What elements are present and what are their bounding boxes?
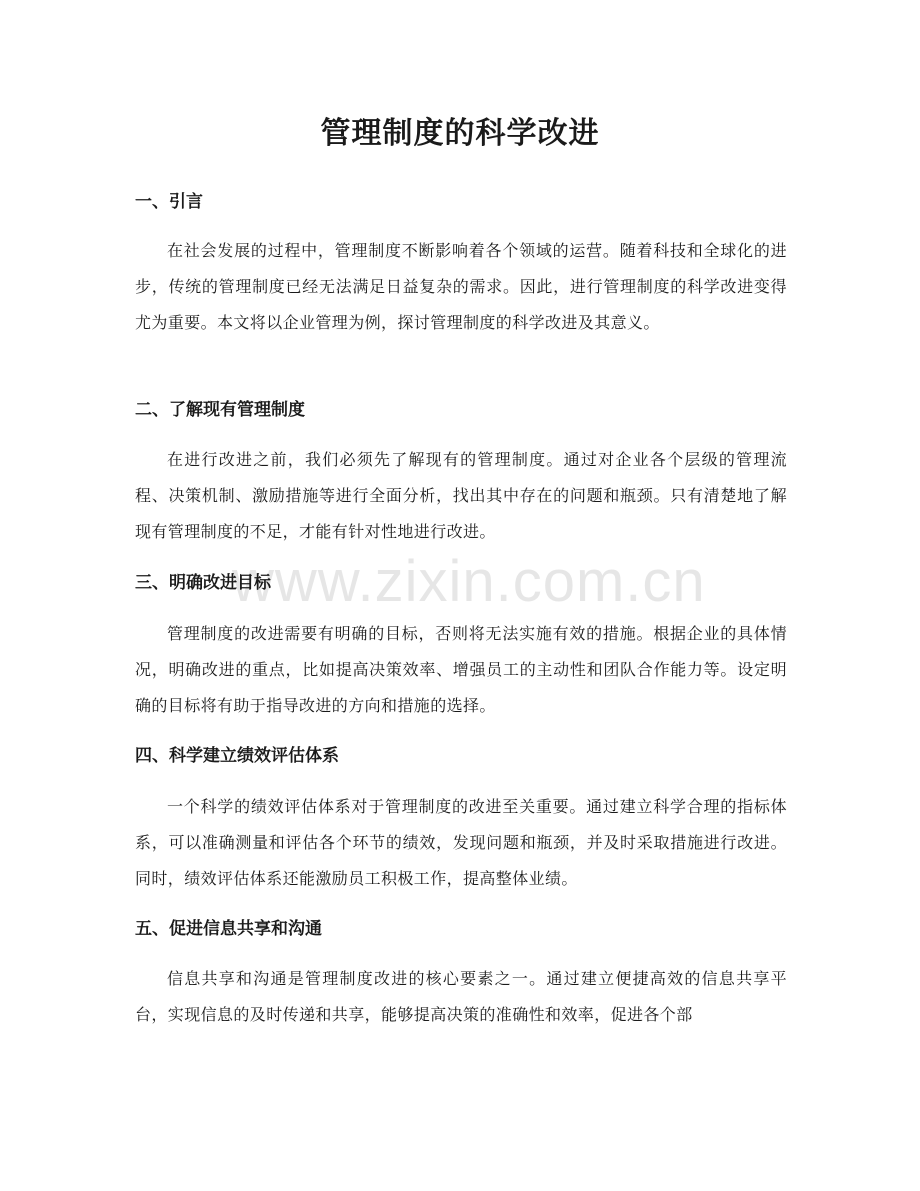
section-paragraph-performance: 一个科学的绩效评估体系对于管理制度的改进至关重要。通过建立科学合理的指标体系，可以准确测量和评估各个环节的绩效，发现问题和瓶颈，并及时采取措施进行改进。同时，绩效评估体系还能激励员工积极工作，提高整体业绩。 (135, 797, 787, 888)
section-paragraph-understand: 在进行改进之前，我们必须先了解现有的管理制度。通过对企业各个层级的管理流程、决策机制、激励措施等进行全面分析，找出其中存在的问题和瓶颈。只有清楚地了解现有管理制度的不足，才能有针对性地进行改进。 (135, 450, 787, 541)
section-heading-goals: 三、明确改进目标 (135, 573, 271, 593)
section-heading-performance: 四、科学建立绩效评估体系 (135, 746, 339, 766)
page-title: 管理制度的科学改进 (320, 116, 600, 151)
section-paragraph-communication: 信息共享和沟通是管理制度改进的核心要素之一。通过建立便捷高效的信息共享平台，实现信息的及时传递和共享，能够提高决策的准确性和效率，促进各个部 (135, 969, 787, 1024)
section-paragraph-goals: 管理制度的改进需要有明确的目标，否则将无法实施有效的措施。根据企业的具体情况，明确改进的重点，比如提高决策效率、增强员工的主动性和团队合作能力等。设定明确的目标将有助于指导改进的方向和措施的选择。 (135, 624, 787, 715)
section-heading-communication: 五、促进信息共享和沟通 (135, 919, 322, 939)
section-paragraph-intro: 在社会发展的过程中，管理制度不断影响着各个领域的运营。随着科技和全球化的进步，传统的管理制度已经无法满足日益复杂的需求。因此，进行管理制度的科学改进变得尤为重要。本文将以企业管理为例，探讨管理制度的科学改进及其意义。 (135, 241, 787, 332)
section-heading-understand: 二、了解现有管理制度 (135, 400, 305, 420)
section-heading-intro: 一、引言 (135, 192, 203, 212)
watermark: www.zixin.com.cn (232, 549, 706, 614)
